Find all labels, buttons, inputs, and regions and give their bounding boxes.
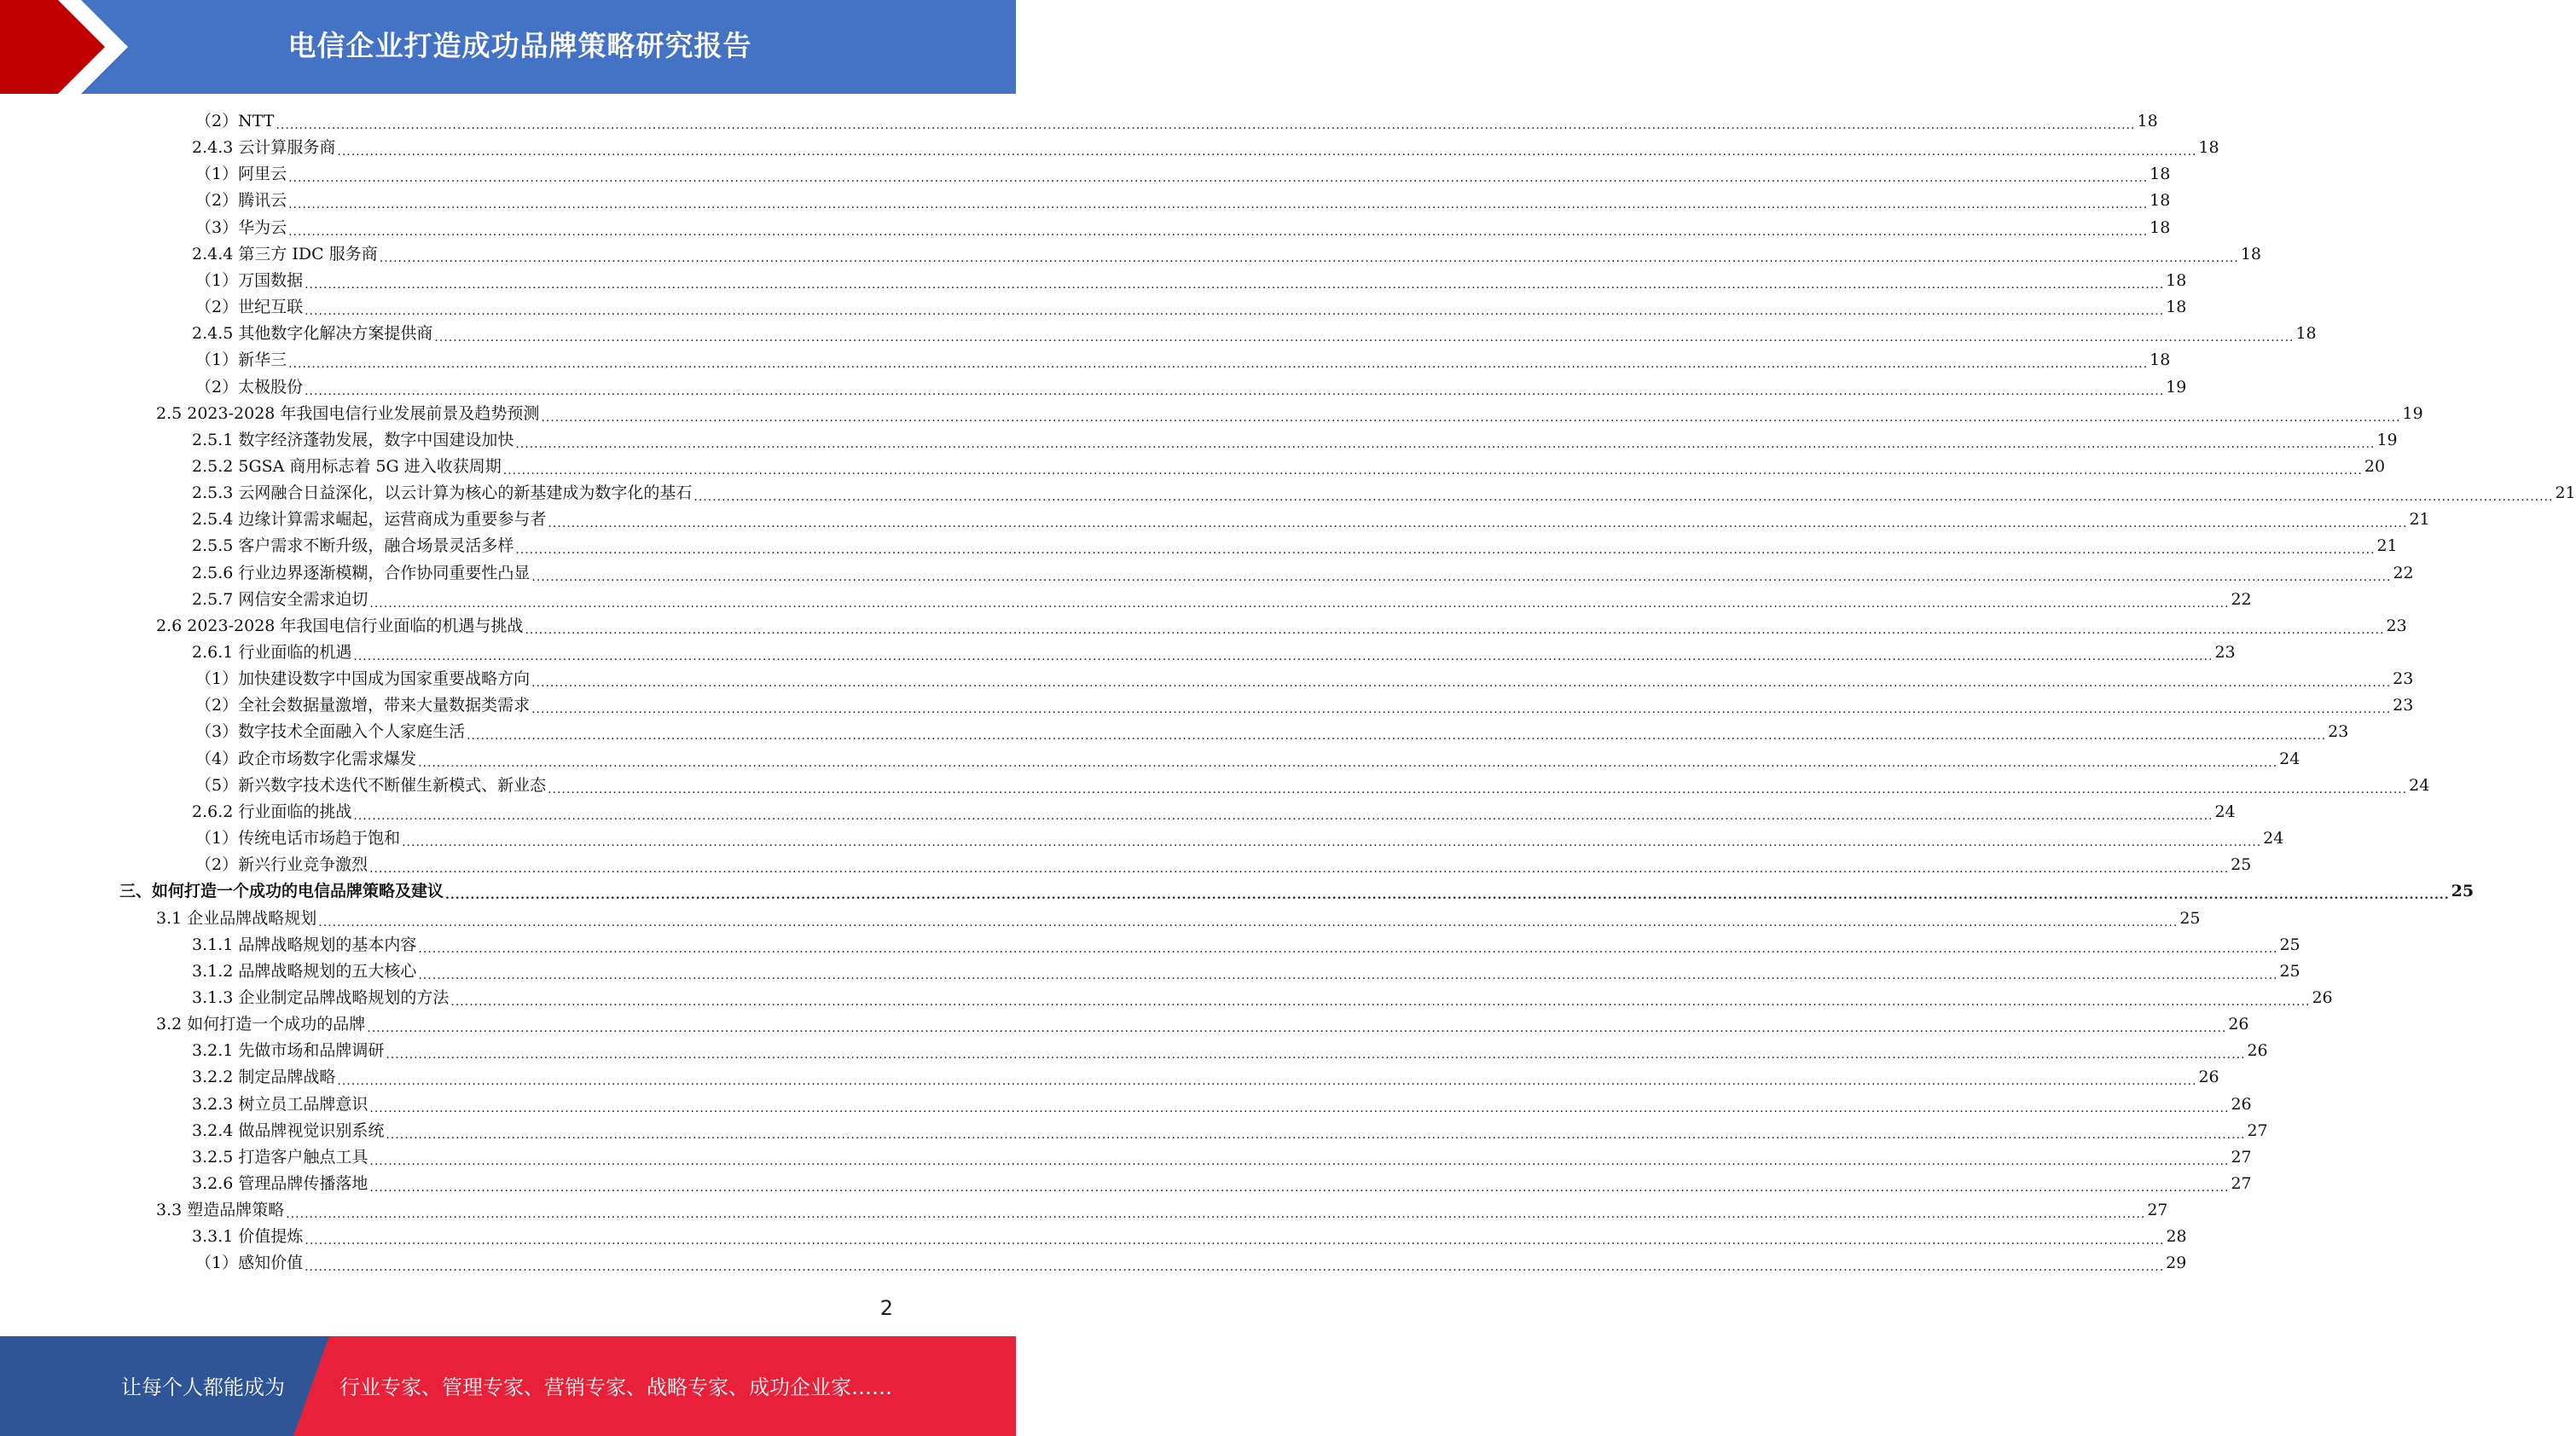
toc-entry-page: 18 bbox=[2150, 217, 2171, 237]
toc-entry[interactable] bbox=[195, 746, 2300, 773]
toc-entry[interactable] bbox=[192, 1064, 2219, 1091]
toc-entry-label: 2.5 2023-2028 年我国电信行业发展前景及趋势预测 bbox=[156, 403, 540, 423]
toc-entry-page: 19 bbox=[2376, 430, 2398, 449]
toc-entry[interactable] bbox=[192, 587, 2252, 613]
toc-entry-page: 25 bbox=[2179, 908, 2201, 928]
toc-dot-leader: ................................................................................................................................................................................................................................................................................................................................................................................................................ bbox=[305, 304, 2165, 319]
toc-entry[interactable] bbox=[195, 215, 2171, 241]
toc-entry-label: （2）NTT bbox=[195, 112, 275, 130]
toc-entry-page: 21 bbox=[2409, 510, 2430, 530]
toc-dot-leader: ................................................................................................................................................................................................................................................................................................................................................................................................................ bbox=[402, 836, 2262, 850]
toc-dot-leader: ................................................................................................................................................................................................................................................................................................................................................................................................................ bbox=[434, 331, 2295, 345]
toc-entry-label: 2.6.2 行业面临的挑战 bbox=[192, 802, 352, 821]
toc-entry[interactable] bbox=[192, 799, 2236, 825]
toc-dot-leader: ................................................................................................................................................................................................................................................................................................................................................................................................................ bbox=[531, 703, 2392, 717]
toc-dot-leader: ................................................................................................................................................................................................................................................................................................................................................................................................................ bbox=[418, 941, 2278, 956]
toc-entry-page: 19 bbox=[2166, 377, 2187, 397]
toc-entry-label: （1）传统电话市场趋于饱和 bbox=[195, 829, 401, 848]
toc-entry[interactable] bbox=[192, 1171, 2252, 1197]
toc-entry-page: 27 bbox=[2231, 1174, 2252, 1193]
toc-entry-page: 25 bbox=[2451, 882, 2474, 901]
toc-dot-leader: ................................................................................................................................................................................................................................................................................................................................................................................................................ bbox=[353, 808, 2213, 823]
toc-entry[interactable] bbox=[195, 374, 2187, 401]
toc-entry-page: 26 bbox=[2312, 987, 2333, 1007]
toc-entry-label: 3.2.4 做品牌视觉识别系统 bbox=[192, 1120, 385, 1140]
toc-entry-label: （2）世纪互联 bbox=[195, 298, 304, 317]
toc-entry[interactable] bbox=[119, 878, 2474, 905]
toc-entry-page: 19 bbox=[2402, 403, 2423, 423]
toc-entry-label: 三、如何打造一个成功的电信品牌策略及建议 bbox=[119, 882, 444, 901]
toc-entry[interactable] bbox=[192, 1118, 2268, 1144]
toc-entry[interactable] bbox=[192, 1224, 2187, 1250]
toc-dot-leader: ................................................................................................................................................................................................................................................................................................................................................................................................................ bbox=[337, 145, 2197, 159]
toc-entry-label: （2）太极股份 bbox=[195, 377, 304, 397]
toc-entry-label: 2.5.7 网信安全需求迫切 bbox=[192, 589, 368, 609]
toc-entry-page: 18 bbox=[2150, 350, 2171, 370]
toc-dot-leader: ................................................................................................................................................................................................................................................................................................................................................................................................................ bbox=[386, 1127, 2246, 1142]
toc-entry-label: 3.3.1 价值提炼 bbox=[192, 1227, 304, 1247]
toc-dot-leader: ................................................................................................................................................................................................................................................................................................................................................................................................................ bbox=[525, 622, 2385, 637]
toc-dot-leader: ................................................................................................................................................................................................................................................................................................................................................................................................................ bbox=[531, 676, 2392, 691]
toc-entry[interactable] bbox=[156, 906, 2201, 932]
toc-entry[interactable] bbox=[195, 1250, 2187, 1277]
toc-entry-label: 3.1.3 企业制定品牌战略规划的方法 bbox=[192, 987, 450, 1007]
toc-entry-label: （1）感知价值 bbox=[195, 1254, 304, 1273]
toc-entry-page: 29 bbox=[2166, 1254, 2187, 1273]
toc-dot-leader: ................................................................................................................................................................................................................................................................................................................................................................................................................ bbox=[502, 463, 2363, 478]
toc-dot-leader: ................................................................................................................................................................................................................................................................................................................................................................................................................ bbox=[541, 410, 2401, 425]
toc-dot-leader: ................................................................................................................................................................................................................................................................................................................................................................................................................ bbox=[305, 1234, 2165, 1248]
toc-dot-leader: ................................................................................................................................................................................................................................................................................................................................................................................................................ bbox=[531, 570, 2392, 584]
toc-entry[interactable] bbox=[156, 613, 2407, 640]
toc-entry[interactable] bbox=[195, 294, 2187, 321]
toc-dot-leader: ................................................................................................................................................................................................................................................................................................................................................................................................................ bbox=[305, 277, 2165, 292]
toc-dot-leader: ................................................................................................................................................................................................................................................................................................................................................................................................................ bbox=[445, 889, 2450, 903]
toc-entry-label: 2.4.3 云计算服务商 bbox=[192, 138, 336, 158]
toc-dot-leader: ................................................................................................................................................................................................................................................................................................................................................................................................................ bbox=[369, 862, 2230, 877]
toc-entry[interactable] bbox=[192, 1038, 2268, 1064]
toc-dot-leader: ................................................................................................................................................................................................................................................................................................................................................................................................................ bbox=[305, 384, 2165, 398]
toc-entry-label: 3.3 塑造品牌策略 bbox=[156, 1201, 285, 1220]
toc-entry-page: 23 bbox=[2214, 643, 2236, 662]
toc-entry-page: 26 bbox=[2198, 1068, 2219, 1087]
toc-entry-label: 3.2.2 制定品牌战略 bbox=[192, 1068, 336, 1087]
toc-entry-page: 26 bbox=[2228, 1015, 2249, 1034]
toc-dot-leader: ................................................................................................................................................................................................................................................................................................................................................................................................................ bbox=[386, 1048, 2246, 1063]
toc-entry-label: 2.6.1 行业面临的机遇 bbox=[192, 643, 352, 662]
toc-dot-leader: ................................................................................................................................................................................................................................................................................................................................................................................................................ bbox=[418, 756, 2278, 770]
toc-entry[interactable] bbox=[156, 1197, 2168, 1224]
toc-entry-label: 2.6 2023-2028 年我国电信行业面临的机遇与挑战 bbox=[156, 616, 524, 635]
toc-entry[interactable] bbox=[192, 1144, 2252, 1171]
toc-dot-leader: ................................................................................................................................................................................................................................................................................................................................................................................................................ bbox=[369, 1154, 2230, 1168]
toc-entry[interactable] bbox=[195, 268, 2187, 294]
toc-dot-leader: ................................................................................................................................................................................................................................................................................................................................................................................................................ bbox=[418, 968, 2278, 982]
toc-entry-label: （3）数字技术全面融入个人家庭生活 bbox=[195, 722, 466, 742]
page-number: 2 bbox=[879, 1296, 893, 1320]
toc-entry-label: 2.5.4 边缘计算需求崛起，运营商成为重要参与者 bbox=[192, 510, 547, 530]
toc-entry[interactable] bbox=[195, 666, 2414, 692]
toc-dot-leader: ................................................................................................................................................................................................................................................................................................................................................................................................................ bbox=[515, 437, 2376, 451]
toc-entry-label: 3.2.1 先做市场和品牌调研 bbox=[192, 1041, 385, 1061]
toc-entry-page: 23 bbox=[2328, 722, 2349, 742]
toc-entry-label: 3.1.2 品牌战略规划的五大核心 bbox=[192, 961, 417, 981]
toc-dot-leader: ................................................................................................................................................................................................................................................................................................................................................................................................................ bbox=[288, 224, 2149, 239]
toc-entry-page: 18 bbox=[2295, 324, 2317, 344]
page-header bbox=[0, 0, 1016, 94]
page-footer bbox=[0, 1336, 1016, 1436]
toc-entry-page: 21 bbox=[2376, 536, 2398, 556]
toc-dot-leader: ................................................................................................................................................................................................................................................................................................................................................................................................................ bbox=[367, 1022, 2227, 1036]
toc-entry[interactable] bbox=[192, 640, 2236, 666]
toc-entry[interactable] bbox=[192, 932, 2300, 958]
toc-dot-leader: ................................................................................................................................................................................................................................................................................................................................................................................................................ bbox=[548, 782, 2408, 796]
toc-dot-leader: ................................................................................................................................................................................................................................................................................................................................................................................................................ bbox=[288, 357, 2149, 372]
toc-entry-page: 18 bbox=[2150, 191, 2171, 211]
toc-entry-page: 27 bbox=[2147, 1201, 2168, 1220]
toc-entry-page: 25 bbox=[2279, 961, 2300, 981]
toc-dot-leader: ................................................................................................................................................................................................................................................................................................................................................................................................................ bbox=[286, 1207, 2146, 1222]
toc-entry-label: 3.2 如何打造一个成功的品牌 bbox=[156, 1015, 366, 1034]
toc-dot-leader: ................................................................................................................................................................................................................................................................................................................................................................................................................ bbox=[467, 729, 2327, 744]
toc-entry-label: 2.4.4 第三方 IDC 服务商 bbox=[192, 244, 378, 263]
toc-entry[interactable] bbox=[195, 692, 2414, 719]
footer-slogan-right: 行业专家、管理专家、营销专家、战略专家、成功企业家…… bbox=[339, 1375, 892, 1399]
toc-dot-leader: ................................................................................................................................................................................................................................................................................................................................................................................................................ bbox=[337, 1074, 2197, 1089]
toc-entry-page: 18 bbox=[2198, 138, 2219, 158]
toc-entry[interactable] bbox=[192, 985, 2333, 1011]
toc-entry[interactable] bbox=[195, 161, 2171, 188]
report-title: 电信企业打造成功品牌策略研究报告 bbox=[287, 29, 752, 62]
toc-entry[interactable] bbox=[192, 135, 2219, 161]
toc-dot-leader: ................................................................................................................................................................................................................................................................................................................................................................................................................ bbox=[353, 650, 2213, 663]
toc-entry-label: 3.1.1 品牌战略规划的基本内容 bbox=[192, 935, 417, 954]
toc-entry-label: （2）腾讯云 bbox=[195, 191, 287, 211]
toc-entry-page: 27 bbox=[2247, 1120, 2268, 1140]
toc-entry-page: 23 bbox=[2386, 616, 2407, 635]
toc-entry[interactable] bbox=[195, 108, 2158, 135]
toc-entry[interactable] bbox=[195, 773, 2430, 799]
toc-entry[interactable] bbox=[195, 188, 2171, 214]
toc-dot-leader: ................................................................................................................................................................................................................................................................................................................................................................................................................ bbox=[305, 1260, 2165, 1275]
toc-entry-label: 3.2.5 打造客户触点工具 bbox=[192, 1147, 368, 1167]
toc-entry[interactable] bbox=[195, 825, 2284, 852]
toc-entry-label: （1）加快建设数字中国成为国家重要战略方向 bbox=[195, 669, 531, 689]
toc-dot-leader: ................................................................................................................................................................................................................................................................................................................................................................................................................ bbox=[318, 915, 2179, 929]
toc-entry-page: 24 bbox=[2214, 802, 2236, 821]
toc-entry-page: 24 bbox=[2279, 749, 2300, 768]
toc-entry[interactable] bbox=[156, 1011, 2249, 1038]
toc-entry-page: 18 bbox=[2137, 112, 2158, 130]
toc-entry[interactable] bbox=[195, 852, 2252, 878]
toc-entry-label: 2.5.3 云网融合日益深化，以云计算为核心的新基建成为数字化的基石 bbox=[192, 483, 693, 503]
toc-entry-label: （5）新兴数字技术迭代不断催生新模式、新业态 bbox=[195, 775, 547, 795]
toc-entry[interactable] bbox=[195, 347, 2171, 373]
toc-entry-page: 20 bbox=[2364, 456, 2386, 476]
toc-entry[interactable] bbox=[156, 401, 2423, 427]
toc-dot-leader: ................................................................................................................................................................................................................................................................................................................................................................................................................ bbox=[548, 517, 2408, 531]
footer-slogan-left: 让每个人都能成为 bbox=[121, 1375, 285, 1399]
toc-dot-leader: ................................................................................................................................................................................................................................................................................................................................................................................................................ bbox=[515, 543, 2376, 558]
toc-entry-page: 21 bbox=[2555, 483, 2576, 503]
toc-dot-leader: ................................................................................................................................................................................................................................................................................................................................................................................................................ bbox=[450, 994, 2311, 1009]
toc-dot-leader: ................................................................................................................................................................................................................................................................................................................................................................................................................ bbox=[379, 251, 2239, 265]
toc-entry-label: （4）政企市场数字化需求爆发 bbox=[195, 749, 417, 768]
toc-entry[interactable] bbox=[192, 533, 2398, 559]
toc-entry-page: 18 bbox=[2166, 298, 2187, 317]
toc-dot-leader: ................................................................................................................................................................................................................................................................................................................................................................................................................ bbox=[369, 596, 2230, 611]
toc-entry-label: （1）万国数据 bbox=[195, 270, 304, 290]
toc-entry-page: 26 bbox=[2231, 1094, 2252, 1114]
toc-entry-page: 25 bbox=[2231, 855, 2252, 875]
toc-entry-label: （1）新华三 bbox=[195, 350, 287, 370]
toc-dot-leader: ................................................................................................................................................................................................................................................................................................................................................................................................................ bbox=[369, 1101, 2230, 1115]
toc-entry-page: 24 bbox=[2409, 775, 2430, 795]
toc-dot-leader: ................................................................................................................................................................................................................................................................................................................................................................................................................ bbox=[276, 119, 2136, 132]
toc-entry-label: 3.2.3 树立员工品牌意识 bbox=[192, 1094, 368, 1114]
toc-entry-page: 18 bbox=[2150, 165, 2171, 184]
toc-entry-label: 2.5.1 数字经济蓬勃发展，数字中国建设加快 bbox=[192, 430, 514, 449]
toc-entry-label: 2.5.2 5GSA 商用标志着 5G 进入收获周期 bbox=[192, 456, 502, 476]
toc-entry-label: 2.4.5 其他数字化解决方案提供商 bbox=[192, 324, 433, 344]
toc-entry-label: （1）阿里云 bbox=[195, 165, 287, 184]
toc-dot-leader: ................................................................................................................................................................................................................................................................................................................................................................................................................ bbox=[288, 198, 2149, 212]
toc-entry[interactable] bbox=[195, 719, 2349, 745]
toc-entry-label: 3.1 企业品牌战略规划 bbox=[156, 908, 317, 928]
toc-entry-page: 22 bbox=[2231, 589, 2252, 609]
toc-entry-page: 26 bbox=[2247, 1041, 2268, 1061]
toc-entry[interactable] bbox=[192, 321, 2317, 347]
toc-entry-label: 2.5.6 行业边界逐渐模糊，合作协同重要性凸显 bbox=[192, 563, 531, 582]
toc-entry[interactable] bbox=[192, 241, 2262, 268]
toc-dot-leader: ................................................................................................................................................................................................................................................................................................................................................................................................................ bbox=[693, 490, 2554, 505]
toc-entry[interactable] bbox=[192, 1091, 2252, 1118]
toc-entry[interactable] bbox=[192, 507, 2430, 533]
toc-entry-label: （2）新兴行业竞争激烈 bbox=[195, 855, 368, 875]
toc-entry-page: 27 bbox=[2231, 1147, 2252, 1167]
toc-entry-label: 2.5.5 客户需求不断升级，融合场景灵活多样 bbox=[192, 536, 514, 556]
toc-entry-label: （3）华为云 bbox=[195, 217, 287, 237]
toc-entry-label: （2）全社会数据量激增，带来大量数据类需求 bbox=[195, 696, 531, 715]
toc-entry[interactable] bbox=[192, 958, 2300, 985]
toc-entry[interactable] bbox=[192, 427, 2398, 454]
toc-entry-page: 18 bbox=[2240, 244, 2262, 263]
toc-entry[interactable] bbox=[192, 480, 2576, 507]
toc-entry-page: 25 bbox=[2279, 935, 2300, 954]
toc-entry-page: 23 bbox=[2393, 696, 2414, 715]
toc-dot-leader: ................................................................................................................................................................................................................................................................................................................................................................................................................ bbox=[288, 171, 2149, 186]
toc-entry[interactable] bbox=[192, 454, 2386, 480]
toc-entry[interactable] bbox=[192, 560, 2414, 587]
toc-entry-page: 23 bbox=[2393, 669, 2414, 689]
toc-entry-page: 28 bbox=[2166, 1227, 2187, 1247]
toc-dot-leader: ................................................................................................................................................................................................................................................................................................................................................................................................................ bbox=[369, 1181, 2230, 1195]
toc-entry-page: 22 bbox=[2393, 563, 2414, 582]
toc-entry-page: 18 bbox=[2166, 270, 2187, 290]
toc-entry-label: 3.2.6 管理品牌传播落地 bbox=[192, 1174, 368, 1193]
toc-entry-page: 24 bbox=[2263, 829, 2284, 848]
